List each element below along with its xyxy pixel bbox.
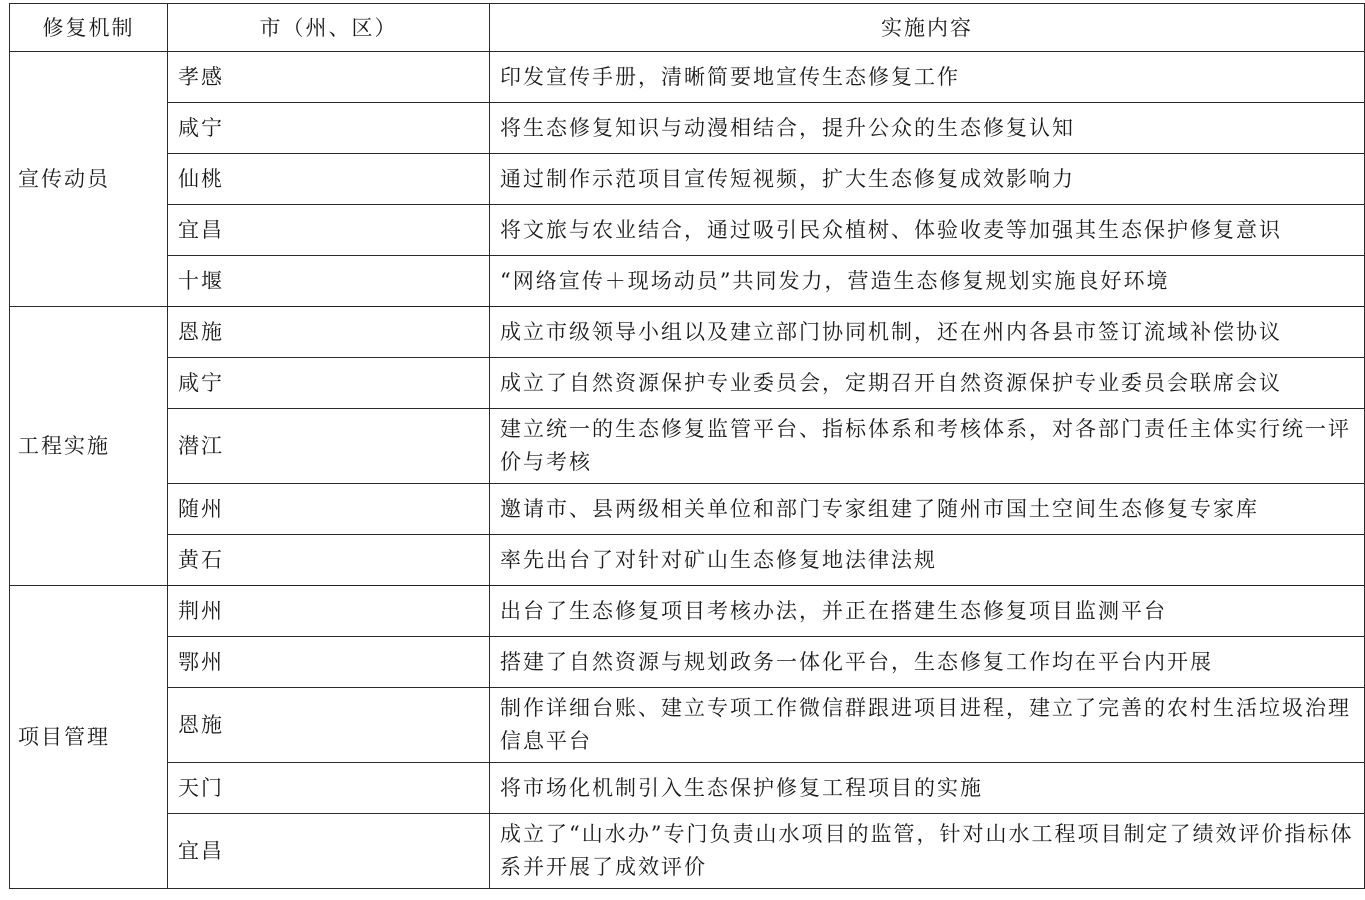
table-row — [10, 688, 1365, 763]
mechanism-cell: 宣传动员 — [10, 52, 168, 307]
content-cell: 将生态修复知识与动漫相结合，提升公众的生态修复认知 — [490, 103, 1365, 154]
table-row — [10, 586, 1365, 637]
content-cell: “网络宣传＋现场动员”共同发力，营造生态修复规划实施良好环境 — [490, 256, 1365, 307]
city-cell: 潜江 — [168, 409, 490, 484]
city-cell: 随州 — [168, 484, 490, 535]
table-row — [10, 637, 1365, 688]
content-cell: 搭建了自然资源与规划政务一体化平台，生态修复工作均在平台内开展 — [490, 637, 1365, 688]
table-row — [10, 358, 1365, 409]
header-city: 市（州、区） — [168, 4, 490, 52]
content-cell: 成立了自然资源保护专业委员会，定期召开自然资源保护专业委员会联席会议 — [490, 358, 1365, 409]
table-row — [10, 307, 1365, 358]
content-cell: 通过制作示范项目宣传短视频，扩大生态修复成效影响力 — [490, 154, 1365, 205]
table-row — [10, 814, 1365, 889]
city-cell: 荆州 — [168, 586, 490, 637]
city-cell: 宜昌 — [168, 814, 490, 889]
content-cell: 制作详细台账、建立专项工作微信群跟进项目进程，建立了完善的农村生活垃圾治理信息平台 — [490, 688, 1365, 763]
table-row — [10, 763, 1365, 814]
city-cell: 咸宁 — [168, 103, 490, 154]
content-cell: 将市场化机制引入生态保护修复工程项目的实施 — [490, 763, 1365, 814]
ecological-restoration-table — [9, 3, 1365, 889]
city-cell: 咸宁 — [168, 358, 490, 409]
city-cell: 十堰 — [168, 256, 490, 307]
content-cell: 成立了“山水办”专门负责山水项目的监管，针对山水工程项目制定了绩效评价指标体系并开展了成效评价 — [490, 814, 1365, 889]
city-cell: 仙桃 — [168, 154, 490, 205]
city-cell: 孝感 — [168, 52, 490, 103]
table-row — [10, 103, 1365, 154]
header-row — [10, 4, 1365, 52]
content-cell: 将文旅与农业结合，通过吸引民众植树、体验收麦等加强其生态保护修复意识 — [490, 205, 1365, 256]
table-row — [10, 256, 1365, 307]
city-cell: 天门 — [168, 763, 490, 814]
city-cell: 宜昌 — [168, 205, 490, 256]
city-cell: 恩施 — [168, 307, 490, 358]
table-row — [10, 205, 1365, 256]
mechanism-cell: 工程实施 — [10, 307, 168, 586]
table-row — [10, 154, 1365, 205]
content-cell: 成立市级领导小组以及建立部门协同机制，还在州内各县市签订流域补偿协议 — [490, 307, 1365, 358]
content-cell: 出台了生态修复项目考核办法，并正在搭建生态修复项目监测平台 — [490, 586, 1365, 637]
content-cell: 邀请市、县两级相关单位和部门专家组建了随州市国土空间生态修复专家库 — [490, 484, 1365, 535]
table-row — [10, 535, 1365, 586]
city-cell: 恩施 — [168, 688, 490, 763]
table-row — [10, 409, 1365, 484]
mechanism-cell: 项目管理 — [10, 586, 168, 889]
content-cell: 率先出台了对针对矿山生态修复地法律法规 — [490, 535, 1365, 586]
header-content: 实施内容 — [490, 4, 1365, 52]
content-cell: 印发宣传手册，清晰简要地宣传生态修复工作 — [490, 52, 1365, 103]
city-cell: 鄂州 — [168, 637, 490, 688]
city-cell: 黄石 — [168, 535, 490, 586]
header-mechanism: 修复机制 — [10, 4, 168, 52]
table-row — [10, 52, 1365, 103]
table-row — [10, 484, 1365, 535]
content-cell: 建立统一的生态修复监管平台、指标体系和考核体系，对各部门责任主体实行统一评价与考核 — [490, 409, 1365, 484]
